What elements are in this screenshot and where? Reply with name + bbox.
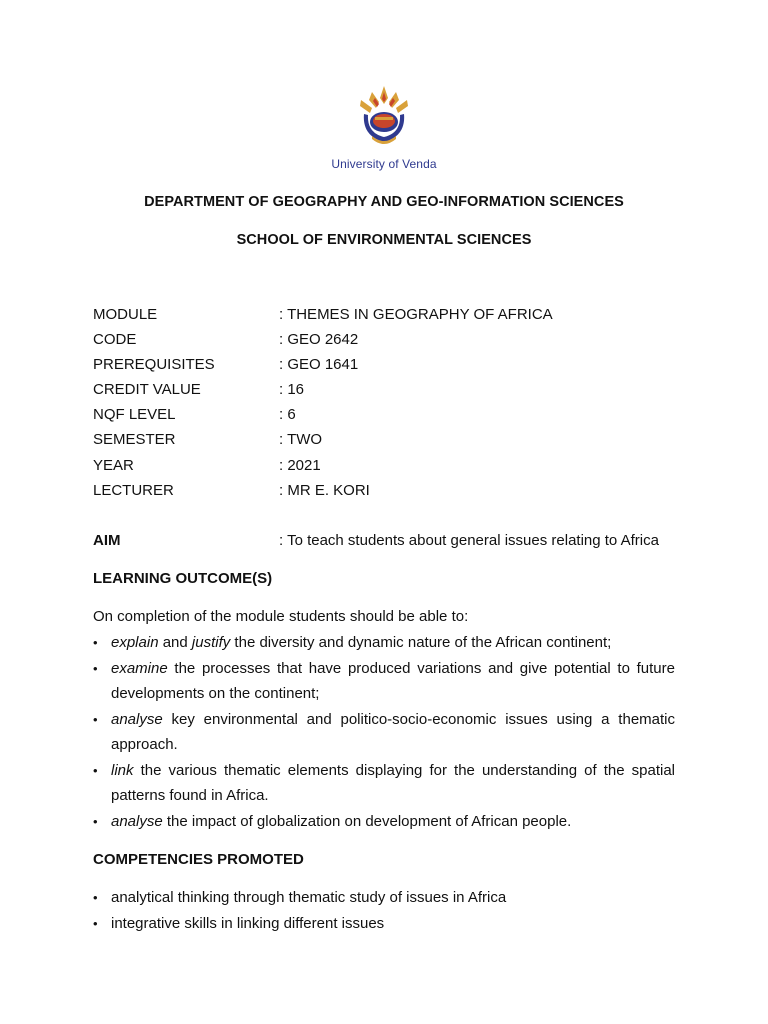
- bullet-icon: •: [93, 915, 98, 931]
- learning-outcomes-intro: On completion of the module students should be able to:: [93, 608, 469, 625]
- outcome-verb: explain: [111, 634, 159, 651]
- university-logo: [0, 84, 768, 171]
- info-value: : 16: [279, 381, 305, 398]
- bullet-icon: •: [93, 660, 98, 676]
- info-value: : GEO 1641: [279, 356, 359, 373]
- learning-outcomes-list: [93, 630, 675, 834]
- list-item: [93, 707, 675, 758]
- outcome-text: the processes that have produced variations and give potential to future developments on the continent;: [111, 659, 675, 702]
- competency-text: analytical thinking through thematic study of issues in Africa: [111, 889, 507, 906]
- university-crest-icon: [352, 84, 416, 156]
- competency-text: integrative skills in linking different issues: [111, 914, 385, 932]
- info-label: CODE: [93, 331, 137, 348]
- bullet-icon: •: [93, 813, 98, 829]
- outcome-text: the impact of globalization on development of African people.: [162, 812, 572, 830]
- list-item: [93, 911, 675, 937]
- info-label: SEMESTER: [93, 431, 176, 448]
- outcome-verb: analyse: [111, 710, 163, 728]
- list-item: [93, 885, 675, 911]
- info-label: NQF LEVEL: [93, 406, 176, 423]
- aim-label: AIM: [93, 532, 121, 549]
- logo-text: University of Venda: [331, 157, 437, 171]
- aim-value: : To teach students about general issues relating to Africa: [279, 532, 659, 549]
- outcome-joiner: and: [158, 634, 192, 651]
- info-value: : TWO: [279, 431, 323, 448]
- info-value: : GEO 2642: [279, 331, 359, 348]
- info-label: CREDIT VALUE: [93, 381, 201, 398]
- outcome-verb: examine: [111, 659, 168, 677]
- outcome-text: the various thematic elements displaying for the understanding of the spatial patterns found in Africa.: [111, 761, 675, 804]
- bullet-icon: •: [93, 635, 98, 650]
- outcome-verb: link: [111, 761, 134, 779]
- outcome-verb: justify: [191, 634, 231, 651]
- bullet-icon: •: [93, 890, 98, 905]
- info-value: : MR E. KORI: [279, 482, 370, 499]
- bullet-icon: •: [93, 711, 98, 727]
- competencies-list: [93, 885, 675, 936]
- competencies-heading: COMPETENCIES PROMOTED: [93, 851, 304, 868]
- list-item: [93, 809, 675, 835]
- info-label: MODULE: [93, 306, 158, 323]
- school-heading: SCHOOL OF ENVIRONMENTAL SCIENCES: [236, 232, 532, 248]
- outcome-verb: analyse: [111, 812, 163, 830]
- outcome-text: the diversity and dynamic nature of the African continent;: [230, 634, 612, 651]
- info-label: PREREQUISITES: [93, 356, 215, 373]
- outcome-text: key environmental and politico-socio-economic issues using a thematic approach.: [111, 710, 675, 753]
- bullet-icon: •: [93, 762, 98, 778]
- list-item: [93, 758, 675, 809]
- info-value: : 2021: [279, 457, 321, 474]
- department-heading: DEPARTMENT OF GEOGRAPHY AND GEO-INFORMATION SCIENCES: [144, 194, 624, 210]
- info-value: : 6: [279, 406, 296, 423]
- info-label: YEAR: [93, 457, 134, 474]
- info-label: LECTURER: [93, 482, 174, 499]
- info-value: : THEMES IN GEOGRAPHY OF AFRICA: [279, 306, 553, 323]
- list-item: [93, 656, 675, 707]
- learning-outcomes-heading: LEARNING OUTCOME(S): [93, 570, 273, 587]
- list-item: [93, 630, 675, 656]
